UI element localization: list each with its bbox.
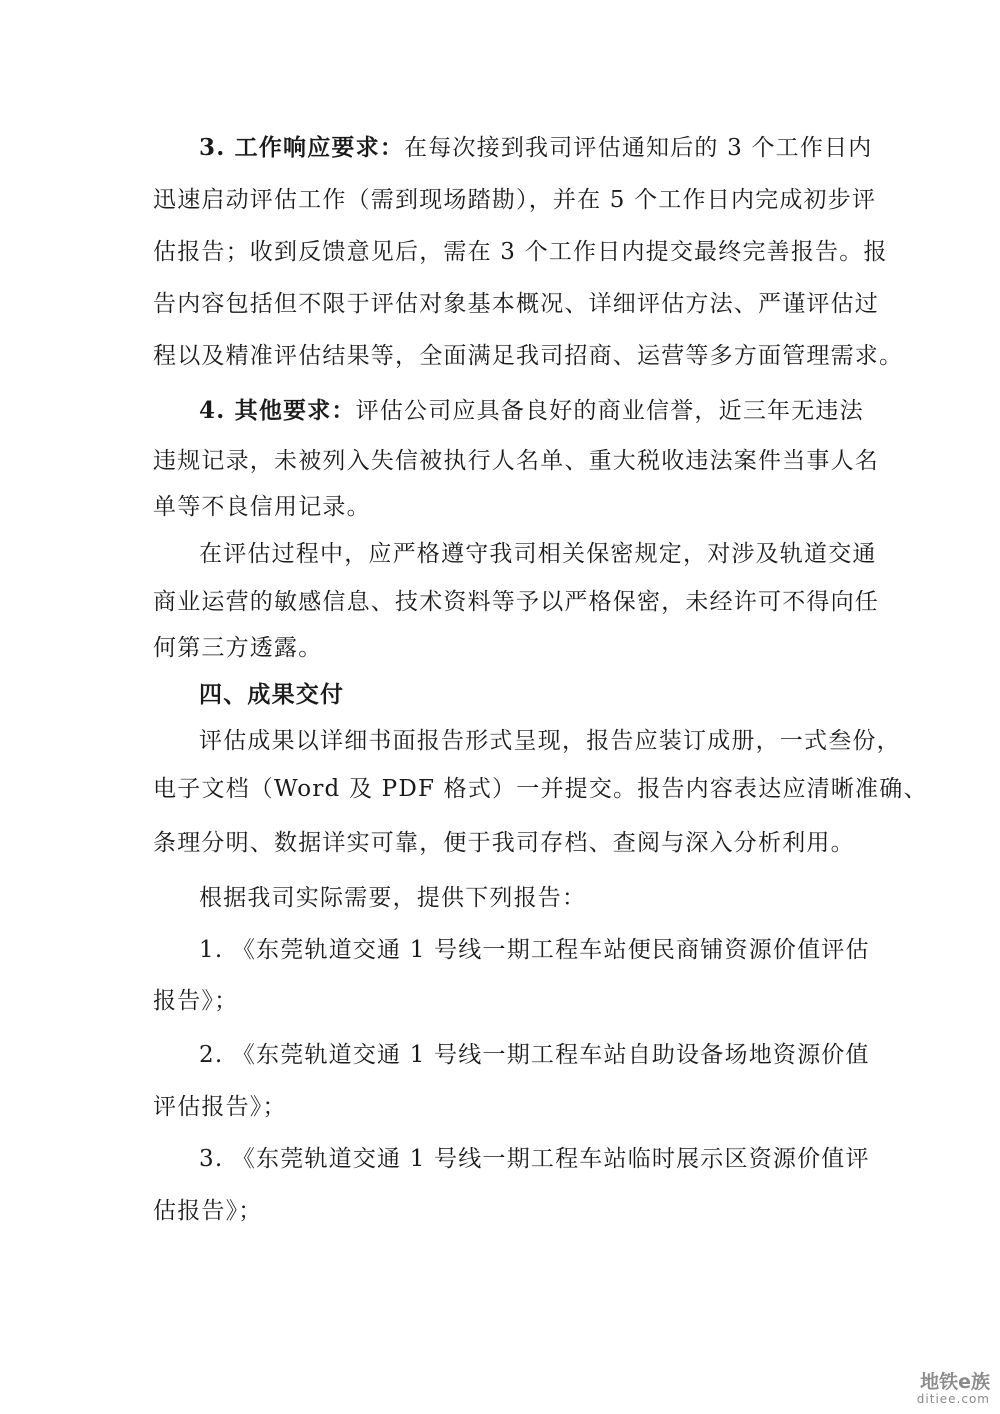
watermark-url: ditiee.com — [916, 1392, 990, 1406]
para-other-text: 评估公司应具备良好的商业信誉，近三年无违法 — [355, 398, 864, 424]
para-confidential-line-3: 何第三方透露。 — [153, 635, 323, 661]
para-response-line-2: 迅速启动评估工作（需到现场踏勘），并在 5 个工作日内完成初步评 — [153, 187, 877, 213]
para-confidential-line-2: 商业运营的敏感信息、技术资料等予以严格保密，未经许可不得向任 — [153, 589, 879, 615]
para-response-label: 3. 工作响应要求： — [199, 134, 405, 161]
para-other-line-2: 违规记录，未被列入失信被执行人名单、重大税收违法案件当事人名 — [153, 448, 879, 474]
report-item-3-line-2: 估报告》； — [153, 1198, 263, 1224]
para-response-line-4: 告内容包括但不限于评估对象基本概况、详细评估方法、严谨评估过 — [153, 291, 879, 317]
para-response-line-5: 程以及精准评估结果等，全面满足我司招商、运营等多方面管理需求。 — [153, 343, 904, 369]
para-other-label: 4. 其他要求： — [199, 397, 356, 424]
report-item-3-line-1: 3. 《东莞轨道交通 1 号线一期工程车站临时展示区资源价值评 — [199, 1146, 870, 1172]
para-response-line-1 — [199, 133, 873, 163]
section-heading-deliverables: 四、成果交付 — [199, 682, 345, 708]
report-item-2-line-2: 评估报告》； — [153, 1094, 287, 1120]
para-deliverables-line-1: 评估成果以详细书面报告形式呈现，报告应装订成册，一式叁份， — [199, 728, 901, 754]
para-deliverables-line-3: 条理分明、数据详实可靠，便于我司存档、查阅与深入分析利用。 — [153, 830, 855, 856]
para-response-line-3: 估报告；收到反馈意见后，需在 3 个工作日内提交最终完善报告。报 — [153, 239, 888, 265]
para-response-text: 在每次接到我司评估通知后的 3 个工作日内 — [404, 135, 873, 161]
para-confidential-line-1: 在评估过程中，应严格遵守我司相关保密规定，对涉及轨道交通 — [199, 541, 877, 567]
para-reports-intro: 根据我司实际需要，提供下列报告： — [199, 885, 587, 911]
para-deliverables-line-2: 电子文档（Word 及 PDF 格式）一并提交。报告内容表达应清晰准确、 — [153, 776, 928, 802]
report-item-1-line-2: 报告》； — [153, 988, 239, 1014]
para-other-line-1 — [199, 396, 864, 426]
report-item-2-line-1: 2. 《东莞轨道交通 1 号线一期工程车站自助设备场地资源价值 — [199, 1042, 870, 1068]
watermark-logo — [917, 1372, 990, 1406]
watermark-title: 地铁e族 — [920, 1371, 990, 1393]
report-item-1-line-1: 1. 《东莞轨道交通 1 号线一期工程车站便民商铺资源价值评估 — [199, 937, 870, 963]
para-other-line-3: 单等不良信用记录。 — [153, 494, 371, 520]
